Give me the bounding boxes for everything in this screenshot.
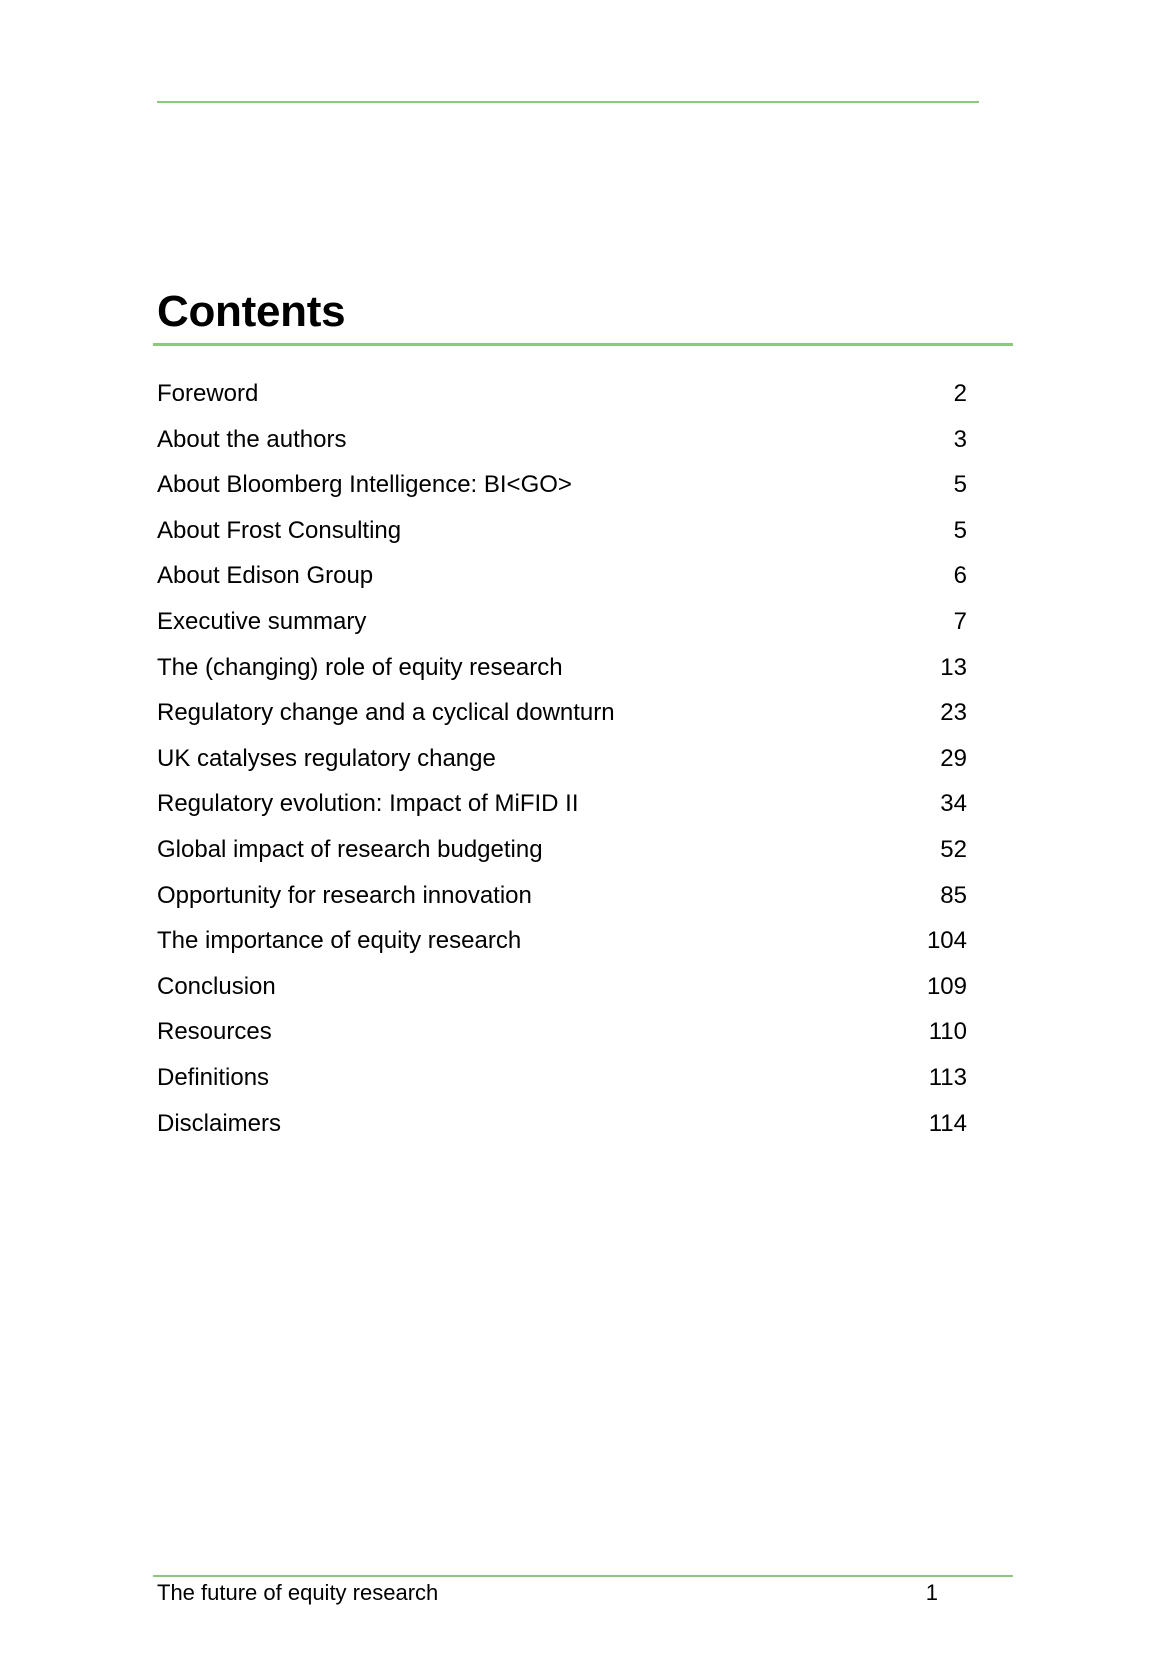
toc-item-disclaimers[interactable] (157, 1101, 967, 1147)
footer-rule (153, 1575, 1013, 1577)
toc-item-label: About Frost Consulting (157, 516, 402, 544)
toc-item-page: 109 (926, 972, 967, 1000)
toc-item-label: Definitions (157, 1063, 270, 1091)
toc-item-label: Global impact of research budgeting (157, 835, 543, 863)
toc-item-page: 104 (926, 927, 967, 955)
toc-item-label: Resources (157, 1018, 272, 1046)
toc-item-importance-of-research[interactable] (157, 918, 967, 964)
toc-item-page: 3 (953, 425, 967, 453)
page-title: Contents (157, 287, 346, 336)
toc-item-page: 85 (940, 881, 967, 909)
toc-item-label: Disclaimers (157, 1109, 282, 1137)
toc-item-regulatory-evolution[interactable] (157, 781, 967, 827)
table-of-contents (157, 371, 967, 1146)
toc-item-label: Regulatory evolution: Impact of MiFID II (157, 790, 579, 818)
toc-item-page: 7 (953, 607, 967, 635)
toc-item-page: 5 (953, 516, 967, 544)
toc-item-page: 110 (928, 1018, 967, 1046)
title-rule (153, 343, 1013, 346)
toc-item-page: 23 (940, 699, 967, 727)
toc-item-label: Regulatory change and a cyclical downturn (157, 699, 615, 727)
toc-item-page: 34 (940, 790, 967, 818)
toc-item-label: The (changing) role of equity research (157, 653, 563, 681)
toc-item-page: 2 (953, 380, 967, 407)
toc-item-definitions[interactable] (157, 1055, 967, 1101)
toc-item-page: 6 (953, 562, 967, 590)
toc-item-global-impact[interactable] (157, 827, 967, 873)
toc-item-label: About Bloomberg Intelligence: BI<GO> (157, 471, 572, 499)
toc-item-label: About the authors (157, 425, 347, 453)
toc-item-executive-summary[interactable] (157, 599, 967, 645)
toc-item-changing-role[interactable] (157, 645, 967, 691)
toc-item-resources[interactable] (157, 1009, 967, 1055)
toc-item-about-bloomberg-intelligence[interactable] (157, 462, 967, 508)
toc-item-page: 113 (928, 1063, 967, 1091)
footer-page-number: 1 (925, 1580, 938, 1605)
toc-item-foreword[interactable] (157, 371, 967, 417)
toc-item-page: 13 (940, 653, 967, 681)
toc-item-page: 52 (940, 835, 967, 863)
toc-item-about-the-authors[interactable] (157, 417, 967, 463)
toc-item-label: Opportunity for research innovation (157, 881, 532, 909)
toc-item-uk-catalyses[interactable] (157, 736, 967, 782)
toc-item-conclusion[interactable] (157, 964, 967, 1010)
toc-item-label: The importance of equity research (157, 927, 522, 955)
toc-item-label: Executive summary (157, 607, 367, 635)
toc-item-label: UK catalyses regulatory change (157, 744, 496, 772)
toc-item-label: Foreword (157, 380, 259, 407)
header-rule (157, 101, 979, 103)
toc-item-about-frost-consulting[interactable] (157, 508, 967, 554)
toc-item-research-innovation[interactable] (157, 873, 967, 919)
toc-item-label: Conclusion (157, 972, 276, 1000)
toc-item-page: 5 (953, 471, 967, 499)
toc-item-regulatory-change-downturn[interactable] (157, 690, 967, 736)
toc-item-label: About Edison Group (157, 562, 374, 590)
footer-document-title: The future of equity research (157, 1580, 439, 1605)
toc-item-about-edison-group[interactable] (157, 553, 967, 599)
toc-item-page: 29 (940, 744, 967, 772)
toc-item-page: 114 (928, 1109, 967, 1137)
